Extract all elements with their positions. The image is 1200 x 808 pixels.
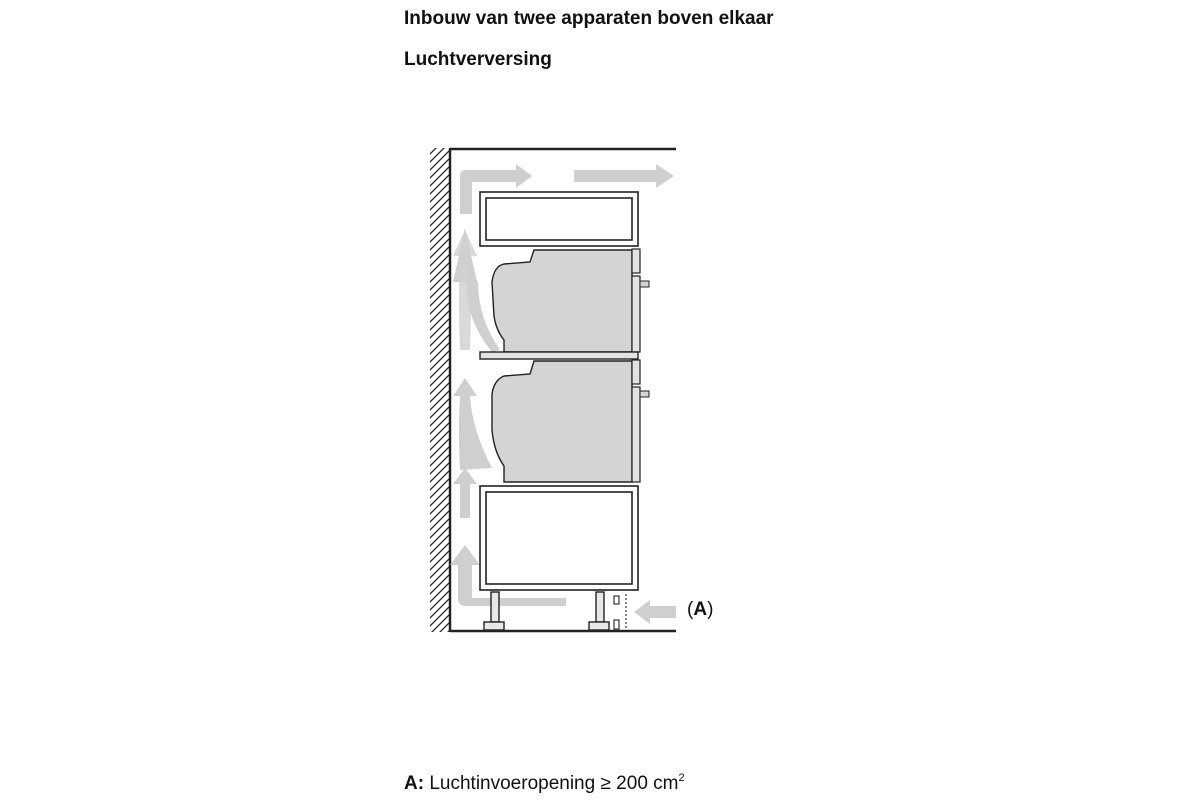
legend-text: Luchtinvoeropening ≥ 200 cm xyxy=(429,773,679,794)
arrow-inlet-a xyxy=(634,600,676,624)
legend-superscript: 2 xyxy=(678,772,685,784)
middle-shelf xyxy=(480,352,638,359)
arrow-top-right xyxy=(574,164,674,188)
wall-hatching xyxy=(430,148,450,632)
upper-knob xyxy=(640,281,649,287)
cabinet-legs xyxy=(484,592,609,630)
section-title: Luchtverversing xyxy=(404,49,552,70)
lower-knob xyxy=(640,391,649,397)
callout-a xyxy=(687,599,713,621)
legend-key: A: xyxy=(404,773,425,794)
arrow-up-2 xyxy=(453,378,492,470)
arrow-up-1 xyxy=(453,468,477,518)
lower-appliance xyxy=(492,360,649,482)
plinth-panel xyxy=(614,594,626,630)
callout-letter: A xyxy=(693,599,708,620)
callout-open: ( xyxy=(687,599,694,620)
base-cabinet xyxy=(480,486,638,590)
legend xyxy=(404,772,685,795)
callout-close: ) xyxy=(707,599,714,620)
top-cabinet xyxy=(480,192,638,246)
page-title: Inbouw van twee apparaten boven elkaar xyxy=(404,8,774,29)
upper-appliance xyxy=(492,249,649,352)
